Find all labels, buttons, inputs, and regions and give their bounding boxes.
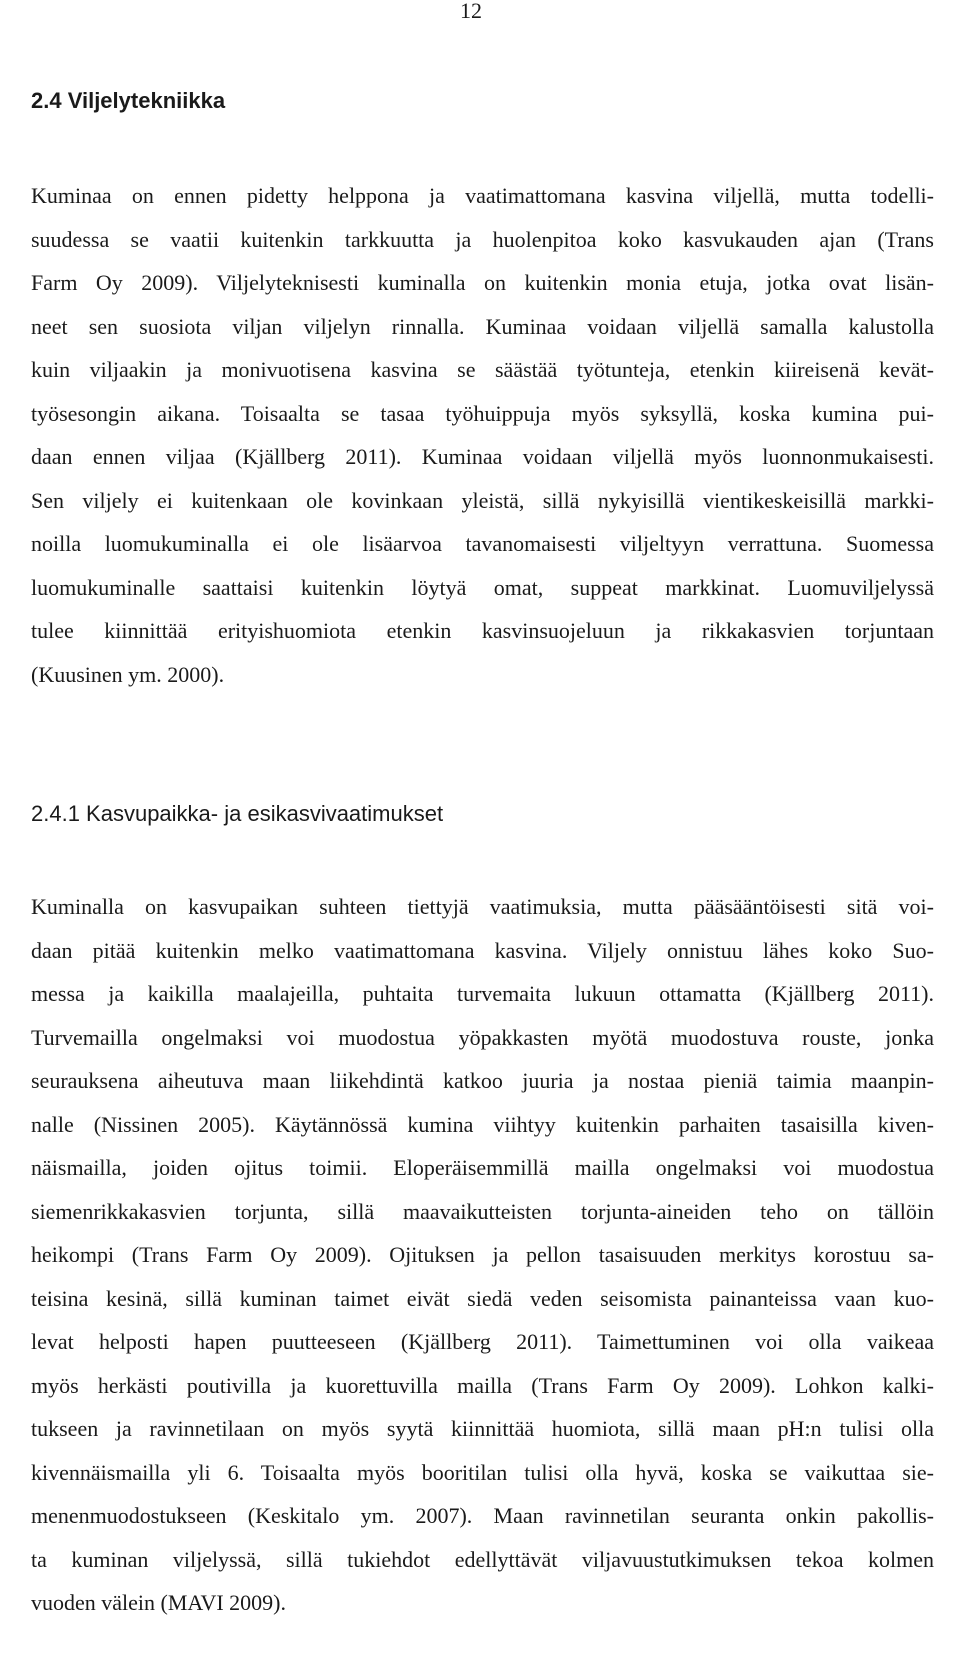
text-line: kuin viljaakin ja monivuotisena kasvina se säästää työtunteja, etenkin kiireisenä kevät- — [31, 357, 934, 382]
subsection-paragraph — [31, 885, 934, 1625]
text-line: Kuminalla on kasvupaikan suhteen tiettyjä vaatimuksia, mutta pääsääntöisesti sitä voi- — [31, 894, 934, 919]
text-line: daan pitää kuitenkin melko vaatimattomana kasvina. Viljely onnistuu lähes koko Suo- — [31, 937, 934, 963]
text-line: seurauksena aiheutuva maan liikehdintä katkoo juuria ja nostaa pieniä taimia maanpin- — [31, 1068, 934, 1093]
text-line: siemenrikkakasvien torjunta, sillä maavaikutteisten torjunta-aineiden teho on tällöin — [31, 1198, 934, 1224]
text-line: tulee kiinnittää erityishuomiota etenkin kasvinsuojeluun ja rikkakasvien torjuntaan — [31, 618, 934, 643]
text-line: (Kuusinen ym. 2000). — [31, 661, 225, 687]
text-line: kivennäismailla yli 6. Toisaalta myös booritilan tulisi olla hyvä, koska se vaikuttaa sie- — [31, 1459, 934, 1485]
text-line: Kuminaa on ennen pidetty helppona ja vaatimattomana kasvina viljellä, mutta todelli- — [31, 183, 934, 208]
text-line: teisina kesinä, sillä kuminan taimet eivät siedä veden seisomista painanteissa vaan kuo- — [31, 1285, 934, 1311]
text-line: daan ennen viljaa (Kjällberg 2011). Kuminaa voidaan viljellä myös luonnonmukaisesti. — [31, 444, 934, 469]
section-heading: 2.4 Viljelytekniikka — [31, 88, 226, 113]
text-line: työsesongin aikana. Toisaalta se tasaa työhuippuja myös syksyllä, koska kumina pui- — [31, 400, 934, 426]
text-line: Sen viljely ei kuitenkaan ole kovinkaan yleistä, sillä nykyisillä vientikeskeisillä markki- — [31, 487, 934, 513]
text-line: myös herkästi poutivilla ja kuorettuvilla mailla (Trans Farm Oy 2009). Lohkon kalki- — [31, 1372, 934, 1398]
text-line: heikompi (Trans Farm Oy 2009). Ojituksen ja pellon tasaisuuden merkitys korostuu sa- — [31, 1242, 934, 1267]
text-line: tukseen ja ravinnetilaan on myös syytä kiinnittää huomiota, sillä maan pH:n tulisi olla — [31, 1416, 934, 1441]
text-line: messa ja kaikilla maalajeilla, puhtaita turvemaita lukuun ottamatta (Kjällberg 2011). — [31, 981, 934, 1006]
subsection-heading: 2.4.1 Kasvupaikka- ja esikasvivaatimukset — [31, 801, 444, 826]
text-line: neet sen suosiota viljan viljelyn rinnalla. Kuminaa voidaan viljellä samalla kalustolla — [31, 313, 934, 339]
section-paragraph — [31, 174, 934, 696]
text-line: näismailla, joiden ojitus toimii. Eloperäisemmillä mailla ongelmaksi voi muodostua — [31, 1155, 934, 1180]
text-line: vuoden välein (MAVI 2009). — [31, 1590, 286, 1615]
text-line: Farm Oy 2009). Viljelyteknisesti kuminalla on kuitenkin monia etuja, jotka ovat lisän- — [31, 270, 934, 295]
text-line: luomukuminalle saattaisi kuitenkin löytyä omat, suppeat markkinat. Luomuviljelyssä — [31, 574, 934, 600]
text-line: suudessa se vaatii kuitenkin tarkkuutta ja huolenpitoa koko kasvukauden ajan (Trans — [31, 226, 934, 252]
text-line: ta kuminan viljelyssä, sillä tukiehdot edellyttävät viljavuustutkimuksen tekoa kolmen — [31, 1546, 934, 1572]
page-number: 12 — [460, 0, 482, 23]
text-line: Turvemailla ongelmaksi voi muodostua yöpakkasten myötä muodostuva rouste, jonka — [31, 1024, 934, 1050]
text-line: menenmuodostukseen (Keskitalo ym. 2007). Maan ravinnetilan seuranta onkin pakollis- — [31, 1503, 934, 1528]
text-line: noilla luomukuminalla ei ole lisäarvoa tavanomaisesti viljeltyyn verrattuna. Suomessa — [31, 531, 934, 556]
text-line: levat helposti hapen puutteeseen (Kjällberg 2011). Taimettuminen voi olla vaikeaa — [31, 1329, 934, 1354]
text-line: nalle (Nissinen 2005). Käytännössä kumina viihtyy kuitenkin parhaiten tasaisilla kiven- — [31, 1111, 934, 1137]
